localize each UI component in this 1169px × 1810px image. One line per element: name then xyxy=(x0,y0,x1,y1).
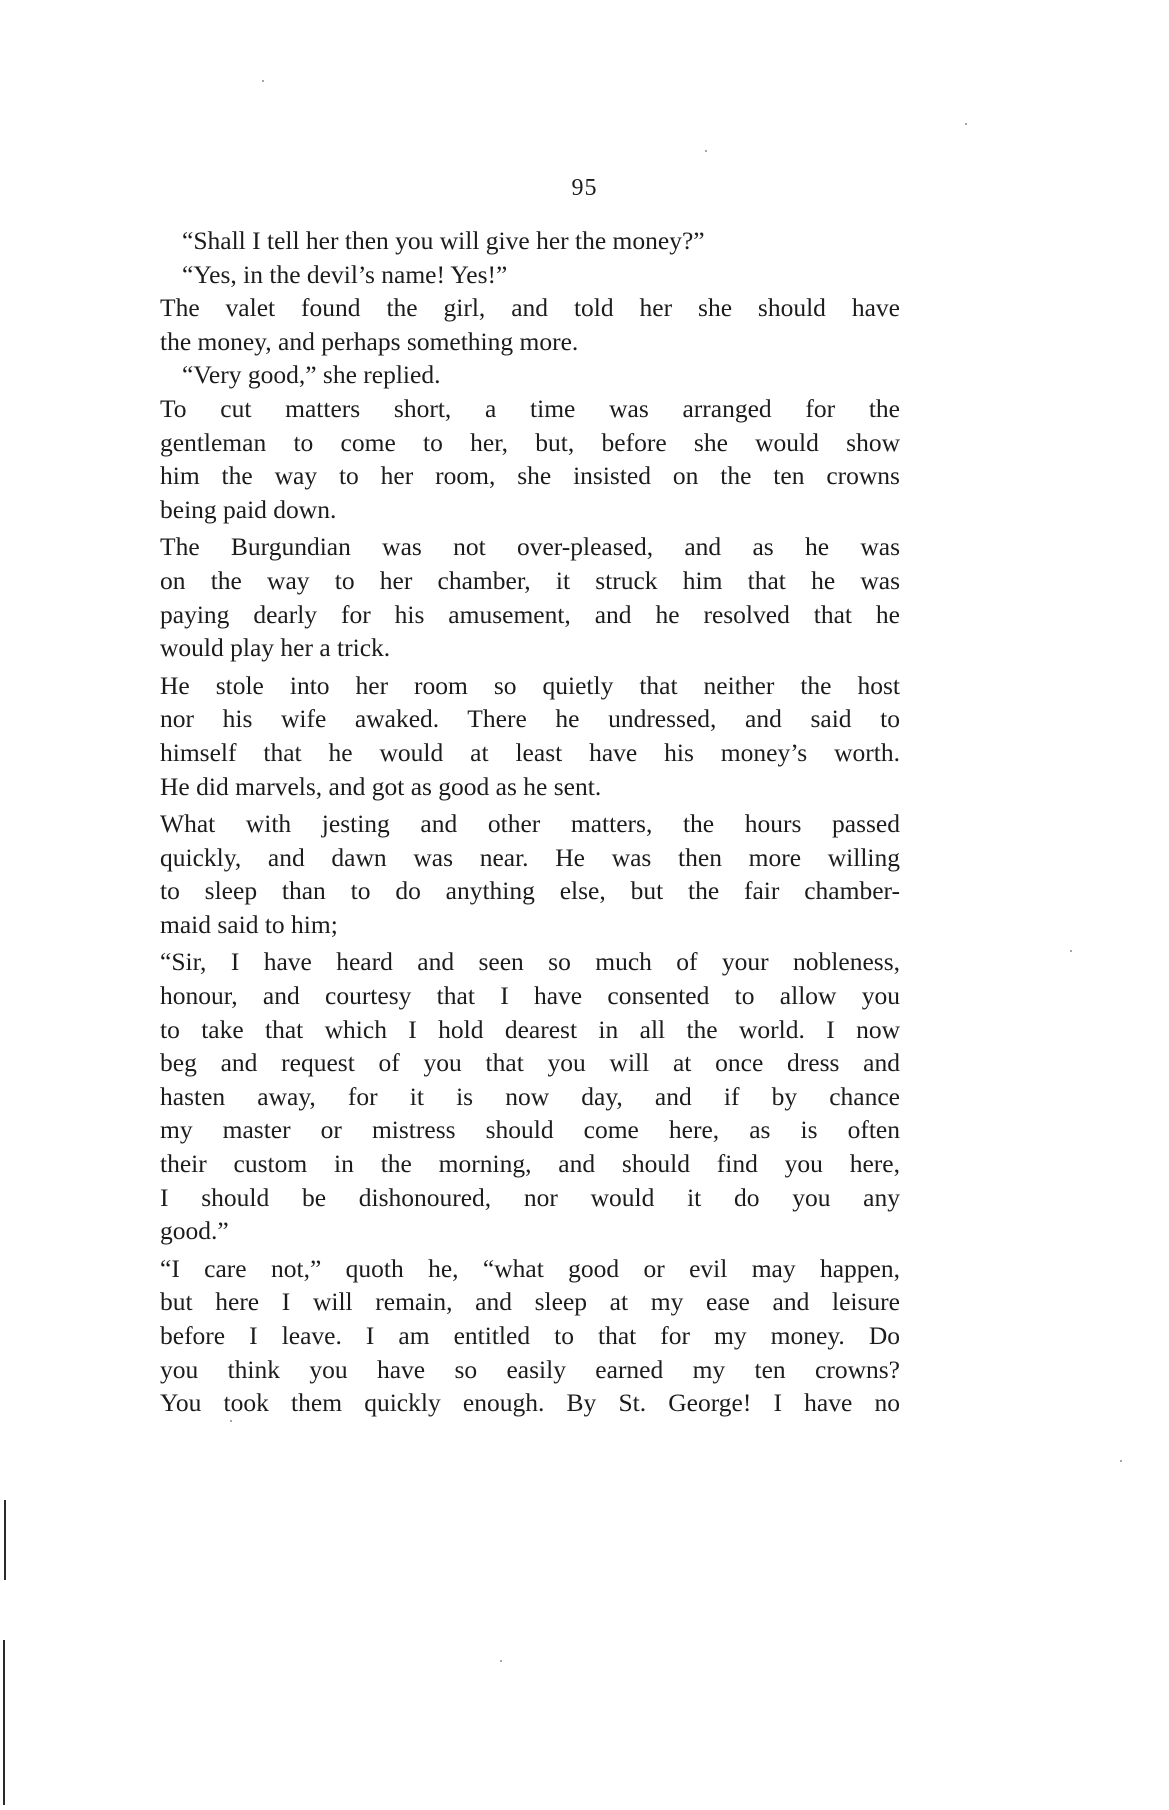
scan-edge-mark xyxy=(4,1500,6,1580)
text-line: He did marvels, and got as good as he sent. xyxy=(160,771,602,801)
text-line: good.” xyxy=(160,1216,229,1246)
text-line: What with jesting and other matters, the hours passed xyxy=(160,809,900,839)
paragraph xyxy=(160,291,900,358)
scan-edge-mark xyxy=(3,1640,5,1805)
text-line: to take that which I hold dearest in all the world. I now xyxy=(160,1014,900,1044)
text-line: on the way to her chamber, it struck him that he was xyxy=(160,565,900,595)
text-line: before I leave. I am entitled to that for my money. Do xyxy=(160,1321,900,1350)
text-line: I should be dishonoured, nor would it do you any xyxy=(160,1182,900,1212)
dust-speck xyxy=(1120,1460,1122,1462)
text-line: himself that he would at least have his money’s worth. xyxy=(160,737,900,767)
text-line: you think you have so easily earned my ten crowns? xyxy=(160,1354,900,1384)
text-line: but here I will remain, and sleep at my ease and leisure xyxy=(160,1287,900,1317)
text-line: their custom in the morning, and should find you here, xyxy=(160,1149,900,1179)
text-line: the money, and perhaps something more. xyxy=(160,326,579,356)
text-line: You took them quickly enough. By St. George! I have no xyxy=(160,1388,900,1418)
paragraph xyxy=(160,258,900,292)
text-line: beg and request of you that you will at once dress and xyxy=(160,1048,900,1078)
dust-speck xyxy=(705,150,707,152)
text-line: him the way to her room, she insisted on the ten crowns xyxy=(160,461,900,491)
dust-speck xyxy=(230,1420,232,1422)
paragraph xyxy=(160,807,900,941)
text-line: paying dearly for his amusement, and he resolved that he xyxy=(160,599,900,629)
paragraph xyxy=(160,669,900,803)
text-line: “Yes, in the devil’s name! Yes!” xyxy=(182,259,508,289)
text-line: The Burgundian was not over-pleased, and as he was xyxy=(160,532,900,562)
dust-speck xyxy=(262,80,264,82)
dust-speck xyxy=(965,123,967,125)
text-line: quickly, and dawn was near. He was then more willing xyxy=(160,842,900,872)
dust-speck xyxy=(1070,950,1072,952)
text-line: nor his wife awaked. There he undressed, and said to xyxy=(160,704,900,734)
paragraph xyxy=(160,1252,900,1420)
text-line: honour, and courtesy that I have consented to allow you xyxy=(160,981,900,1011)
paragraph xyxy=(160,945,900,1247)
paragraph xyxy=(160,358,900,392)
dust-speck xyxy=(500,1660,502,1662)
paragraph xyxy=(160,530,900,664)
text-line: to sleep than to do anything else, but the fair chamber- xyxy=(160,876,900,906)
paragraph xyxy=(160,224,900,258)
text-line: “Very good,” she replied. xyxy=(182,360,441,390)
text-line: “Shall I tell her then you will give her the money?” xyxy=(182,226,705,255)
text-line: To cut matters short, a time was arranged for the xyxy=(160,393,900,423)
page-number: 95 xyxy=(571,175,598,201)
paragraph xyxy=(160,392,900,526)
text-line: The valet found the girl, and told her she should have xyxy=(160,293,900,323)
text-line: would play her a trick. xyxy=(160,633,391,663)
text-line: being paid down. xyxy=(160,494,337,524)
text-line: “I care not,” quoth he, “what good or evil may happen, xyxy=(160,1253,900,1283)
text-line: He stole into her room so quietly that neither the host xyxy=(160,670,900,700)
text-line: my master or mistress should come here, as is often xyxy=(160,1115,900,1145)
text-line: hasten away, for it is now day, and if by chance xyxy=(160,1081,900,1111)
body-text xyxy=(160,224,900,1420)
text-line: “Sir, I have heard and seen so much of your nobleness, xyxy=(160,947,900,977)
text-line: maid said to him; xyxy=(160,909,338,939)
text-line: gentleman to come to her, but, before she would show xyxy=(160,427,900,457)
